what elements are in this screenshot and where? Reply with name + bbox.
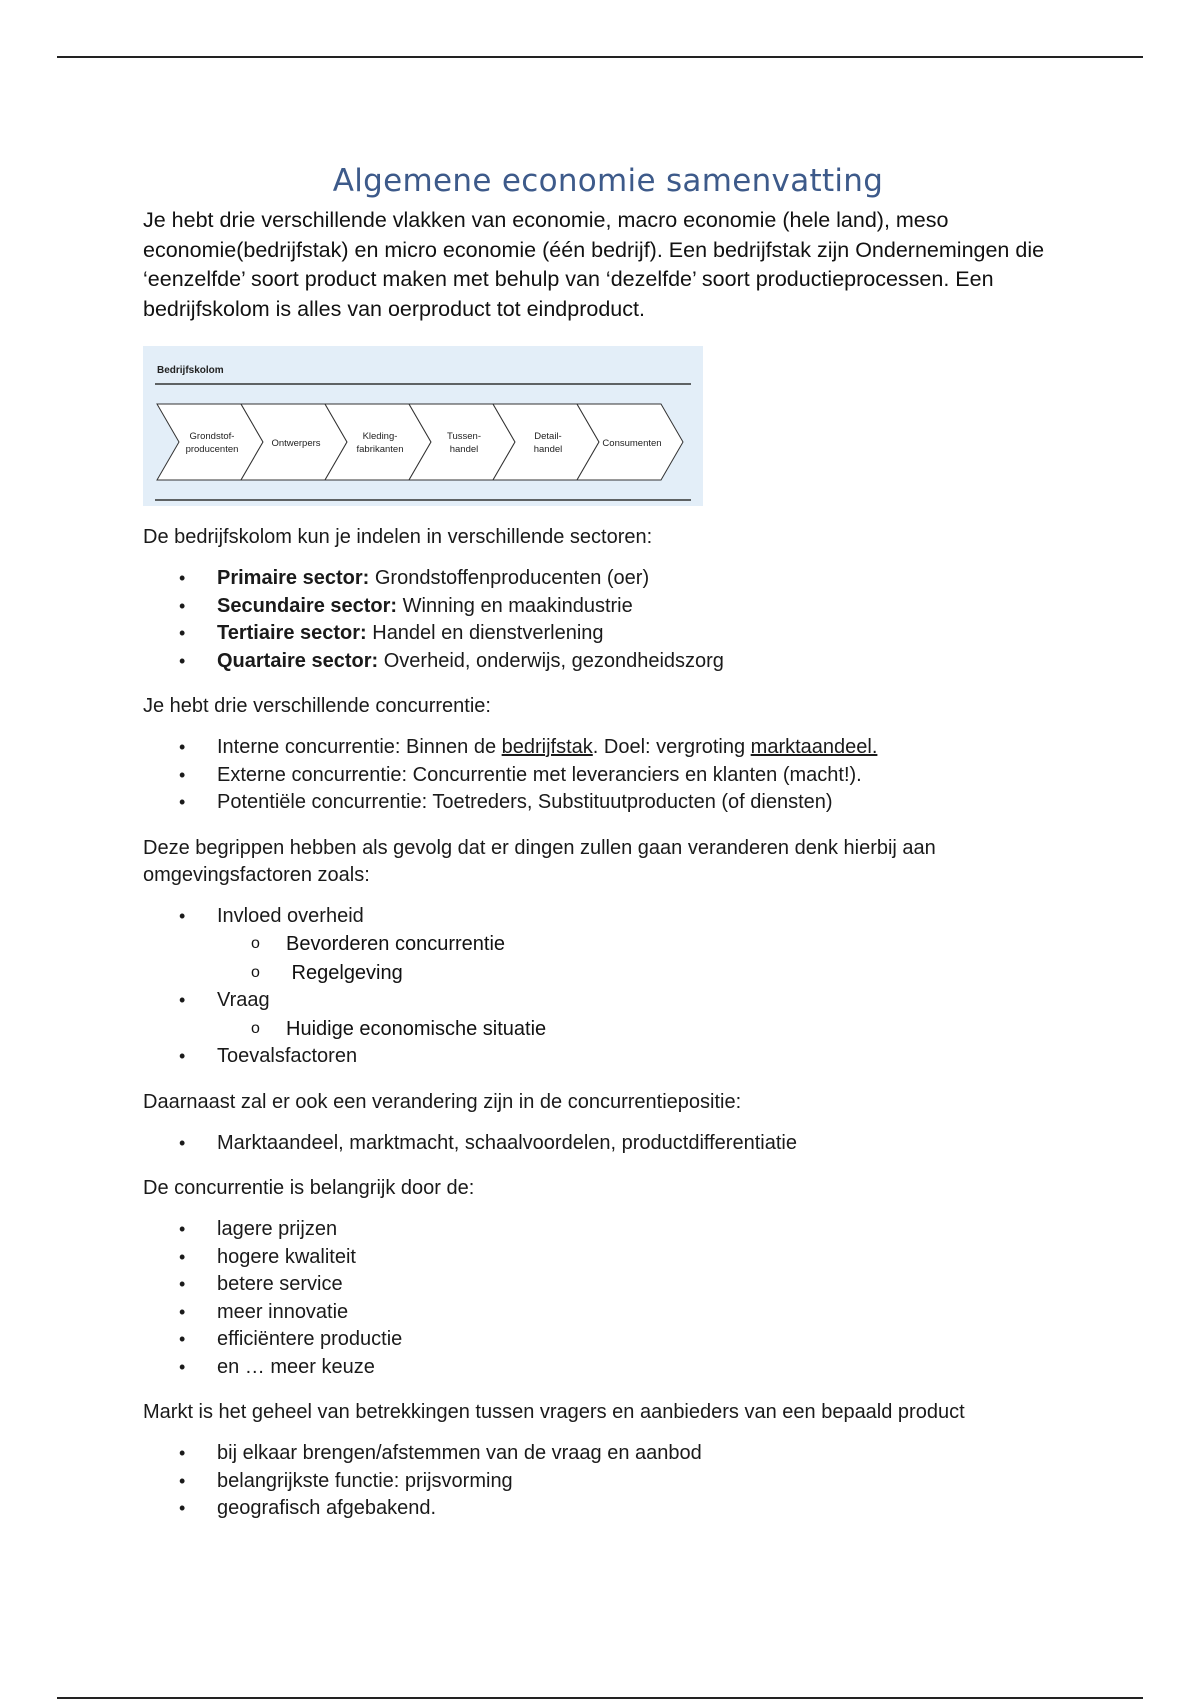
bullet-icon: •	[179, 623, 186, 643]
list-item-chance-factors: • Toevalsfactoren	[143, 1043, 1073, 1071]
list-item-primary-sector	[143, 565, 1073, 593]
list-item: • hogere kwaliteit	[143, 1244, 1073, 1272]
list-item-government: • Invloed overheid	[143, 903, 1073, 931]
market-list	[143, 1440, 1073, 1523]
sector-label: Primaire sector:	[217, 567, 370, 589]
chevron-group	[157, 404, 683, 480]
chevron-label: producenten	[185, 444, 239, 455]
list-item-tertiary-sector	[143, 620, 1073, 648]
bullet-icon: •	[179, 595, 186, 616]
bullet-icon: •	[179, 1301, 186, 1322]
chevron-label: Tussen-	[447, 431, 481, 442]
bullet-icon: •	[179, 1498, 186, 1518]
sector-text: Grondstoffenproducenten (oer)	[369, 567, 650, 589]
bullet-icon: •	[179, 1132, 186, 1153]
importance-intro: De concurrentie is belangrijk door de:	[143, 1177, 475, 1199]
bullet-icon: •	[179, 1246, 186, 1267]
list-item: • efficiëntere productie	[143, 1326, 1073, 1354]
sector-label: Secundaire sector:	[217, 594, 398, 617]
sector-text: Winning en maakindustrie	[397, 594, 633, 617]
page-bottom-rule	[57, 1697, 1143, 1699]
bullet-icon: •	[179, 1356, 186, 1377]
list-item-secondary-sector	[143, 593, 1073, 621]
position-intro: Daarnaast zal er ook een verandering zijn in de concurrentiepositie:	[143, 1090, 742, 1113]
document-body	[143, 162, 1073, 1523]
bullet-icon: •	[179, 1274, 186, 1294]
bullet-icon: •	[179, 1470, 186, 1491]
list-item: • geografisch afgebakend.	[143, 1495, 1073, 1523]
list-item: • meer innovatie	[143, 1299, 1073, 1327]
sectors-list	[143, 565, 1073, 675]
competition-intro: Je hebt drie verschillende concurrentie:	[143, 695, 491, 717]
bullet-icon: •	[179, 1046, 186, 1066]
bullet-icon: •	[179, 905, 186, 926]
sector-label: Quartaire sector:	[217, 649, 379, 672]
circle-bullet-icon: o	[251, 935, 260, 952]
chevron-label: handel	[449, 444, 479, 455]
page-top-rule	[57, 56, 1143, 58]
chevron-label: Kleding-	[362, 431, 398, 442]
bullet-icon: •	[179, 764, 186, 785]
government-sublist	[143, 930, 1073, 987]
competition-list	[143, 734, 1073, 817]
intro-paragraph: Je hebt drie verschillende vlakken van economie, macro economie (hele land), meso economie(bedrijfstak) en micro economie (één bedrijf). Een bedrijfstak zijn Ondernemingen die ‘eenzelfde’ soort product maken met behulp van ‘dezelfde’ soort productieprocessen. Een bedrijfskolom is alles van oerproduct tot eindproduct.	[143, 208, 1045, 321]
bullet-icon: •	[179, 1219, 186, 1239]
chevron-label: Consumenten	[602, 438, 662, 449]
bullet-icon: •	[179, 568, 186, 588]
position-list	[143, 1130, 1073, 1158]
bedrijfskolom-diagram	[143, 346, 703, 506]
figure-title: Bedrijfskolom	[157, 365, 224, 376]
sublist-item: o Bevorderen concurrentie	[143, 930, 1073, 959]
list-item-demand: • Vraag	[143, 987, 1073, 1015]
list-item-potential-competition: • Potentiële concurrentie: Toetreders, Substituutproducten (of diensten)	[143, 789, 1073, 817]
sector-text: Handel en dienstverlening	[366, 622, 604, 644]
bullet-icon: •	[179, 1329, 186, 1349]
bullet-icon: •	[179, 1443, 186, 1463]
list-item: • lagere prijzen	[143, 1216, 1073, 1244]
underlined-term: bedrijfstak	[501, 736, 593, 758]
bullet-icon: •	[179, 737, 186, 757]
chevron-label: Detail-	[534, 431, 562, 442]
list-item: • Marktaandeel, marktmacht, schaalvoordelen, productdifferentiatie	[143, 1130, 1073, 1158]
document-title: Algemene economie samenvatting	[332, 163, 884, 199]
list-item: • bij elkaar brengen/afstemmen van de vraag en aanbod	[143, 1440, 1073, 1468]
sublist-item: o Regelgeving	[143, 959, 1073, 988]
sector-label: Tertiaire sector:	[217, 622, 367, 644]
market-intro: Markt is het geheel van betrekkingen tussen vragers en aanbieders van een bepaald product	[143, 1401, 965, 1423]
list-item-quaternary-sector	[143, 648, 1073, 676]
underlined-term: marktaandeel.	[750, 736, 878, 758]
bullet-icon: •	[179, 792, 186, 812]
list-item: • belangrijkste functie: prijsvorming	[143, 1468, 1073, 1496]
demand-sublist	[143, 1015, 1073, 1044]
list-item-internal-competition: • Interne concurrentie: Binnen de bedrijfstak. Doel: vergroting marktaandeel.	[143, 734, 1073, 762]
list-item: • betere service	[143, 1271, 1073, 1299]
bedrijfskolom-figure	[143, 346, 703, 506]
sublist-item: o Huidige economische situatie	[143, 1015, 1073, 1044]
factors-list	[143, 903, 1073, 931]
circle-bullet-icon: o	[251, 963, 260, 981]
sector-text: Overheid, onderwijs, gezondheidszorg	[378, 649, 724, 672]
importance-list	[143, 1216, 1073, 1381]
bullet-icon: •	[179, 650, 186, 671]
chevron-label: Grondstof-	[189, 431, 235, 442]
circle-bullet-icon: o	[251, 1019, 260, 1037]
chevron-label: handel	[533, 444, 563, 455]
sectors-intro: De bedrijfskolom kun je indelen in verschillende sectoren:	[143, 526, 653, 548]
chevron-label: Ontwerpers	[271, 438, 321, 449]
factors-intro: Deze begrippen hebben als gevolg dat er dingen zullen gaan veranderen denk hierbij aan omgevingsfactoren zoals:	[143, 836, 936, 886]
bullet-icon: •	[179, 990, 186, 1010]
chevron-label: fabrikanten	[356, 444, 404, 455]
list-item-external-competition: • Externe concurrentie: Concurrentie met leveranciers en klanten (macht!).	[143, 762, 1073, 790]
list-item: • en … meer keuze	[143, 1354, 1073, 1382]
